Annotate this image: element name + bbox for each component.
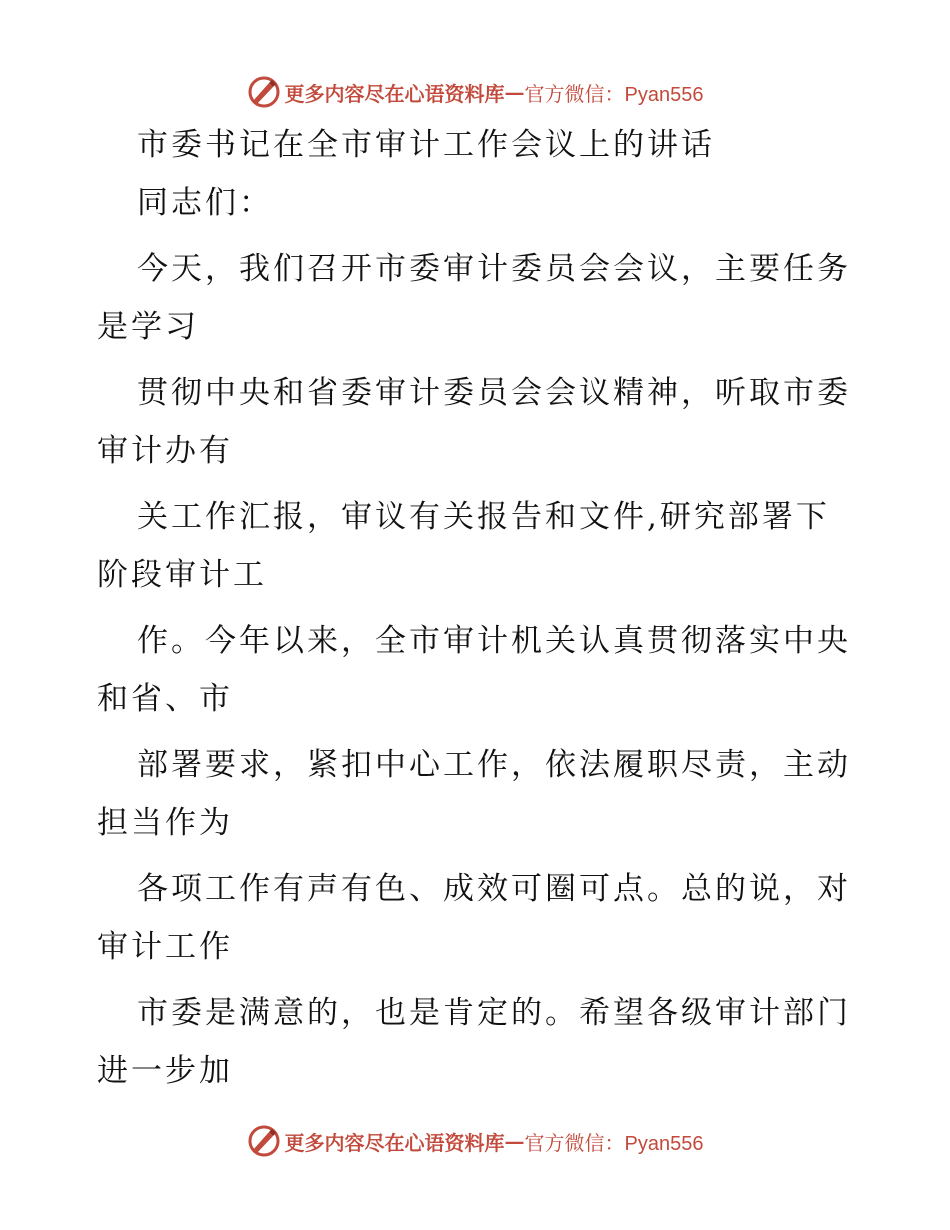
paragraph-line: 阶段审计工 (97, 557, 267, 593)
footer-banner (0, 1121, 950, 1161)
salutation: 同志们： (137, 185, 273, 221)
paragraph-line: 关工作汇报，审议有关报告和文件,研究部署下 (137, 499, 830, 535)
header-banner (0, 72, 950, 112)
banner-wechat: 官方微信：Pyan556 (524, 1132, 704, 1155)
banner-separator: — (504, 80, 525, 104)
paragraph-line: 和省、市 (97, 681, 233, 717)
paragraph-line: 贯彻中央和省委审计委员会会议精神，听取市委 (137, 375, 851, 411)
banner-text: 更多内容尽在心语资料库 (284, 81, 505, 106)
paragraph-line: 担当作为 (97, 805, 233, 841)
paragraph-line: 今天，我们召开市委审计委员会会议，主要任务 (137, 251, 851, 287)
banner-wechat: 官方微信：Pyan556 (524, 83, 704, 106)
paragraph-line: 各项工作有声有色、成效可圈可点。总的说，对 (137, 871, 851, 907)
paragraph-line: 部署要求，紧扣中心工作，依法履职尽责，主动 (137, 747, 851, 783)
pen-logo-icon (247, 75, 281, 109)
paragraph-line: 审计办有 (97, 433, 233, 469)
paragraph-line: 是学习 (97, 309, 199, 345)
paragraph-line: 审计工作 (97, 929, 233, 965)
banner-separator: — (504, 1129, 525, 1153)
document-body (97, 126, 857, 1090)
pen-logo-icon (247, 1124, 281, 1158)
paragraph-line: 进一步加 (97, 1053, 233, 1089)
paragraph-line: 作。今年以来，全市审计机关认真贯彻落实中央 (137, 623, 851, 659)
paragraph-line: 市委是满意的，也是肯定的。希望各级审计部门 (137, 995, 851, 1031)
banner-text: 更多内容尽在心语资料库 (284, 1130, 505, 1155)
document-title: 市委书记在全市审计工作会议上的讲话 (137, 127, 715, 163)
